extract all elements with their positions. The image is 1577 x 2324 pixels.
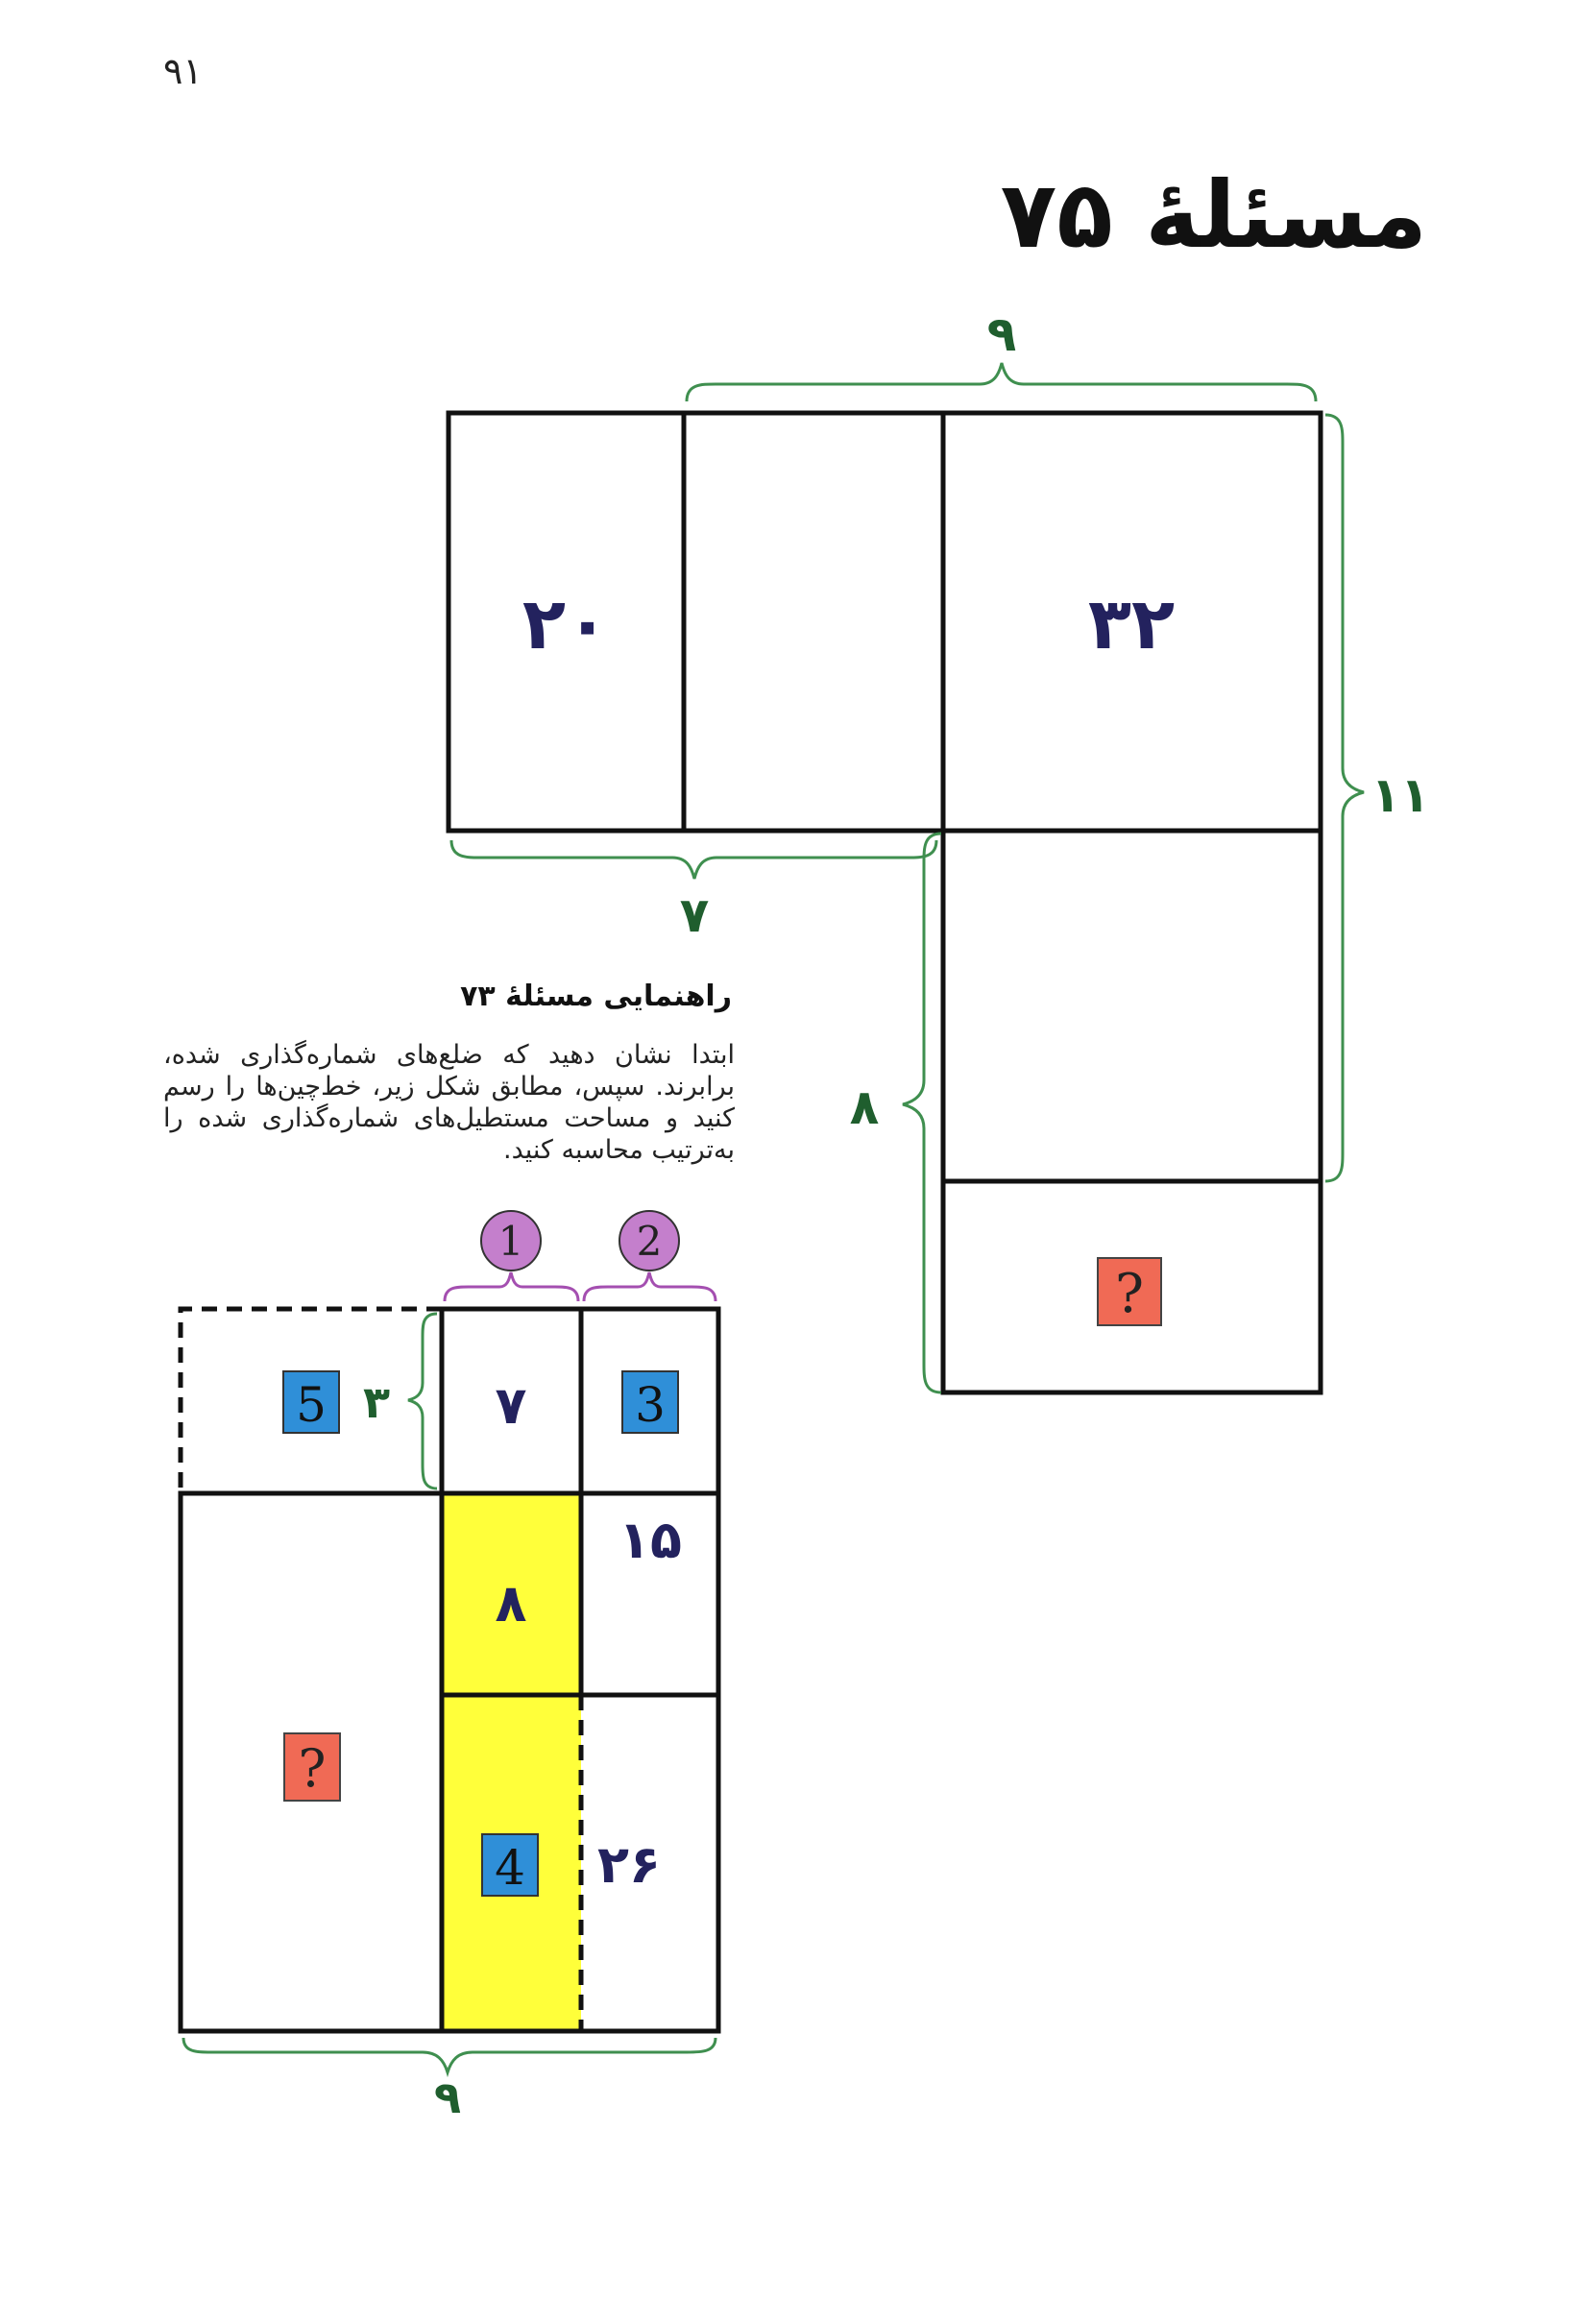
dim-top: ۹ (986, 306, 1017, 362)
rect-mid-right (943, 831, 1321, 1181)
hint-title: راهنمایی مسئلهٔ ۷۳ (460, 980, 732, 1013)
brace-right (1325, 415, 1364, 1181)
page-number: ۹۱ (163, 50, 203, 92)
val-26: ۲۶ (597, 1834, 661, 1895)
rect-right-value: ۳۲ (1087, 583, 1176, 666)
dim-3: ۳ (362, 1376, 391, 1428)
brace-purple-1 (445, 1272, 578, 1301)
brace-top (687, 363, 1316, 401)
hint-text: ابتدا نشان دهید که ضلع‌های شماره‌گذاری شده، برابرند. سپس، مطابق شکل زیر، خط‌چین‌ها را رسم کنید و مساحت مستطیل‌های شماره‌گذاری شده را به‌ترتیب محاسبه کنید. (163, 1040, 735, 1165)
dim-bottom: ۷ (679, 887, 710, 943)
brace-3 (408, 1314, 437, 1489)
rect-middle (684, 413, 943, 831)
brace-left-lower (903, 834, 941, 1392)
purple-braces (445, 1272, 716, 1301)
box-5-label: 5 (296, 1377, 327, 1433)
dim-right: ۱۱ (1371, 767, 1430, 823)
main-figure (449, 413, 1321, 1392)
box-3-label: 3 (635, 1377, 666, 1433)
dim-left-lower: ۸ (849, 1079, 880, 1135)
dim-bottom-9: ۹ (433, 2071, 462, 2123)
val-15: ۱۵ (619, 1510, 682, 1570)
question-mark-main: ? (1114, 1263, 1145, 1325)
page-title: مسئلهٔ ۷۵ (1000, 161, 1427, 269)
circle-2-label: 2 (636, 1218, 663, 1265)
brace-bottom-9 (183, 2038, 716, 2072)
val-7: ۷ (495, 1375, 527, 1436)
brace-purple-2 (584, 1272, 716, 1301)
question-mark-hint: ? (298, 1738, 327, 1799)
circle-1-label: 1 (497, 1218, 524, 1265)
main-braces (451, 363, 1364, 1392)
rect-left-value: ۲۰ (522, 583, 610, 666)
val-8: ۸ (495, 1573, 527, 1634)
brace-bottom (451, 840, 936, 879)
box-4-label: 4 (495, 1840, 525, 1896)
